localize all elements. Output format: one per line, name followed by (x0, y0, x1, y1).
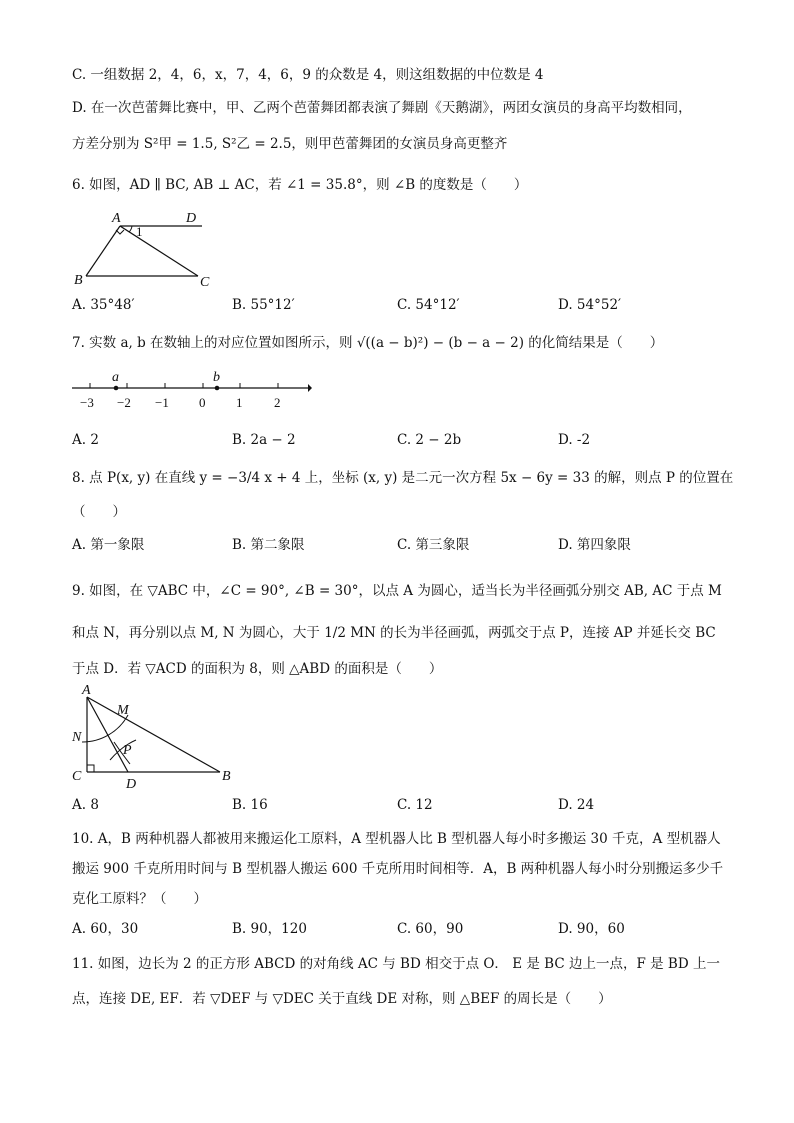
option-d-text-line2: 方差分别为 S²甲 = 1.5, S²乙 = 2.5，则甲芭蕾舞团的女演员身高更整齐 (72, 136, 508, 152)
q7-stem: 7. 实数 a, b 在数轴上的对应位置如图所示，则 √((a − b)²) − (b − a − 2) 的化简结果是（ ） (72, 335, 664, 351)
q7-point-b: b (213, 370, 220, 385)
q7-tick-2: 2 (274, 395, 281, 410)
q8-option-a: A. 第一象限 (72, 537, 145, 553)
q6-figure (72, 206, 232, 290)
q9-label-a: A (82, 683, 91, 698)
q6-option-d: D. 54°52′ (558, 297, 622, 313)
q9-option-b: B. 16 (232, 797, 268, 813)
q6-label-b: B (74, 273, 83, 288)
q7-tick-neg3: −3 (80, 395, 94, 410)
q6-option-a: A. 35°48′ (72, 297, 135, 313)
q8-stem-line2: （ ） (72, 504, 126, 520)
q9-label-c: C (72, 769, 82, 784)
q10-option-c: C. 60，90 (397, 921, 464, 937)
q9-option-d: D. 24 (558, 797, 595, 813)
option-d-text-line1: D. 在一次芭蕾舞比赛中，甲、乙两个芭蕾舞团都表演了舞剧《天鹅湖》，两团女演员的身高平均数相同， (72, 100, 692, 116)
q7-option-d: D. -2 (558, 432, 591, 448)
q6-stem: 6. 如图，AD ∥ BC, AB ⊥ AC，若 ∠1 = 35.8°，则 ∠B 的度数是（ ） (72, 177, 528, 193)
q7-number-line (72, 366, 312, 412)
q6-label-1: 1 (136, 224, 143, 239)
q9-stem-line2: 和点 N，再分别以点 M, N 为圆心，大于 1/2 MN 的长为半径画弧，两弧交于点 P，连接 AP 并延长交 BC (72, 625, 716, 641)
q10-option-a: A. 60，30 (72, 921, 139, 937)
q9-option-a: A. 8 (72, 797, 99, 813)
q7-option-a: A. 2 (72, 432, 99, 448)
q6-label-c: C (200, 275, 210, 290)
q6-option-c: C. 54°12′ (397, 297, 460, 313)
q10-stem-line2: 搬运 900 千克所用时间与 B 型机器人搬运 600 千克所用时间相等．A，B 两种机器人每小时分别搬运多少千 (72, 861, 724, 877)
q6-label-a: A (112, 211, 121, 226)
q9-stem-line3: 于点 D．若 ▽ACD 的面积为 8，则 △ABD 的面积是（ ） (72, 661, 443, 677)
q8-option-b: B. 第二象限 (232, 537, 305, 553)
q7-point-a: a (112, 370, 119, 385)
q9-label-b: B (222, 769, 231, 784)
q7-tick-neg1: −1 (155, 395, 169, 410)
option-c-text: C. 一组数据 2，4，6，x，7，4，6，9 的众数是 4，则这组数据的中位数是 4 (72, 67, 544, 83)
q9-label-m: M (117, 703, 129, 718)
q9-label-p: P (123, 743, 132, 758)
q7-tick-0: 0 (199, 395, 206, 410)
q8-option-c: C. 第三象限 (397, 537, 470, 553)
q8-stem-line1: 8. 点 P(x, y) 在直线 y = −3/4 x + 4 上，坐标 (x, y) 是二元一次方程 5x − 6y = 33 的解，则点 P 的位置在 (72, 470, 734, 486)
q7-option-b: B. 2a − 2 (232, 432, 296, 448)
q11-stem-line1: 11. 如图，边长为 2 的正方形 ABCD 的对角线 AC 与 BD 相交于点 O． E 是 BC 边上一点，F 是 BD 上一 (72, 956, 720, 972)
q9-figure (70, 684, 240, 790)
q10-stem-line3: 克化工原料？（ ） (72, 891, 207, 907)
q9-label-n: N (72, 730, 82, 745)
q10-stem-line1: 10. A，B 两种机器人都被用来搬运化工原料，A 型机器人比 B 型机器人每小时多搬运 30 千克，A 型机器人 (72, 831, 721, 847)
q6-option-b: B. 55°12′ (232, 297, 295, 313)
q10-option-d: D. 90，60 (558, 921, 625, 937)
q8-option-d: D. 第四象限 (558, 537, 631, 553)
q10-option-b: B. 90，120 (232, 921, 307, 937)
q11-stem-line2: 点，连接 DE, EF．若 ▽DEF 与 ▽DEC 关于直线 DE 对称，则 △BEF 的周长是（ ） (72, 991, 612, 1007)
q6-label-d: D (186, 211, 197, 226)
q7-option-c: C. 2 − 2b (397, 432, 462, 448)
q7-tick-neg2: −2 (117, 395, 131, 410)
q9-label-d: D (126, 777, 137, 792)
q7-tick-1: 1 (236, 395, 243, 410)
q9-stem-line1: 9. 如图，在 ▽ABC 中，∠C = 90°, ∠B = 30°，以点 A 为圆心，适当长为半径画弧分别交 AB, AC 于点 M (72, 583, 722, 599)
q9-option-c: C. 12 (397, 797, 433, 813)
